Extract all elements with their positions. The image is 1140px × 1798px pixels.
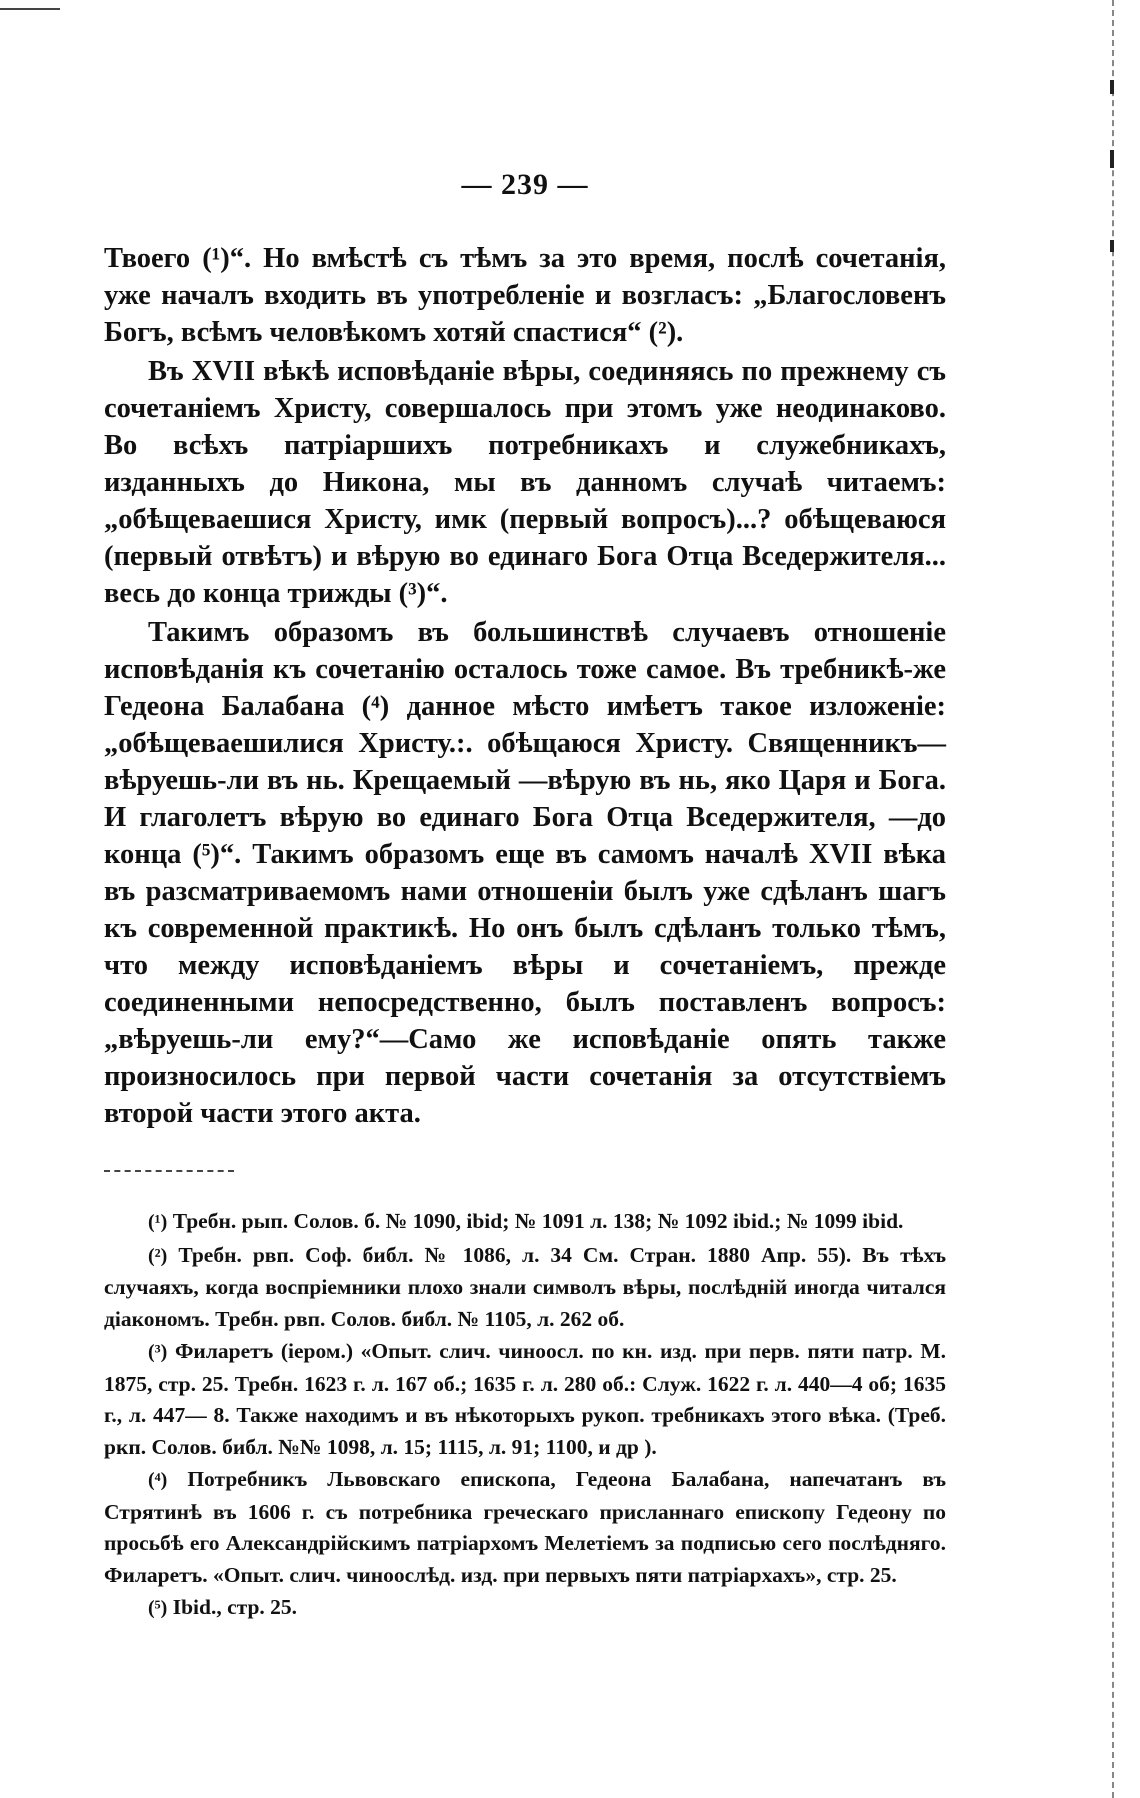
footnote-mark: (¹)	[148, 1211, 168, 1233]
document-page	[104, 168, 946, 1625]
footnote-text: Потребникъ Львовскаго епископа, Гедеона Балабана, напечатанъ въ Стрятинѣ въ 1606 г. съ потребника греческаго присланнаго епископу Гедеону по просьбѣ его Александрійскимъ патріархомъ Мелетіемъ за подписью сего послѣдняго. Филаретъ. «Опыт. слич. чиноослѣд. изд. при первыхъ пяти патріархахъ», стр. 25.	[104, 1467, 946, 1587]
footnote	[104, 1464, 946, 1591]
page-number: — 239 —	[461, 168, 589, 201]
footnote-mark: (³)	[148, 1341, 168, 1363]
footnote-text: Филаретъ (іером.) «Опыт. слич. чиноосл. по кн. изд. при перв. пяти патр. М. 1875, стр. 25. Требн. 1623 г. л. 167 об.; 1635 г. л. 280 об.: Служ. 1622 г. л. 440—4 об; 1635 г., л. 447— 8. Также находимъ и въ нѣкоторыхъ рукоп. требникахъ этого вѣка. (Треб. ркп. Солов. библ. №№ 1098, л. 15; 1115, л. 91; 1100, и др ).	[104, 1339, 946, 1459]
paragraph: Въ XVII вѣкѣ исповѣданіе вѣры, соединяясь по прежнему съ сочетаніемъ Христу, совершалось при этомъ уже неодинаково. Во всѣхъ патріаршихъ потребникахъ и служебникахъ, изданныхъ до Никона, мы въ данномъ случаѣ читаемъ: „обѣщеваешися Христу, имк (первый вопросъ)...? обѣщеваюся (первый отвѣтъ) и вѣрую во единаго Бога Отца Вседержителя... весь до конца трижды (³)“.	[104, 356, 946, 609]
footnote	[104, 1240, 946, 1336]
footnote	[104, 1592, 946, 1625]
footnote-text: Ibid., стр. 25.	[172, 1595, 298, 1619]
main-text	[104, 240, 946, 1132]
scan-edge-mark	[1110, 240, 1114, 252]
footnote-text: Требн. рып. Солов. б. № 1090, ibid; № 1091 л. 138; № 1092 ibid.; № 1099 ibid.	[172, 1209, 904, 1233]
footnotes	[104, 1206, 946, 1625]
footnote-mark: (⁵)	[148, 1597, 168, 1619]
footnote-mark: (⁴)	[148, 1469, 168, 1491]
footnote-text: Требн. рвп. Соф. библ. № 1086, л. 34 См. Стран. 1880 Апр. 55). Въ тѣхъ случаяхъ, когда воспріемники плохо знали символъ вѣры, послѣдній иногда читался діакономъ. Требн. рвп. Солов. библ. № 1105, л. 262 об.	[104, 1242, 947, 1331]
footnote	[104, 1206, 946, 1239]
top-edge-rule	[0, 8, 60, 10]
scan-edge-mark	[1110, 150, 1114, 168]
scan-edge-mark	[1110, 80, 1114, 94]
footnote	[104, 1336, 946, 1463]
paragraph: Такимъ образомъ въ большинствѣ случаевъ отношеніе исповѣданія къ сочетанію осталось тоже самое. Въ требникѣ-же Гедеона Балабана (⁴) данное мѣсто имѣетъ такое изложеніе: „обѣщеваешилися Христу.:. обѣщаюся Христу. Священникъ—вѣруешь-ли въ нь. Крещаемый —вѣрую въ нь, яко Царя и Бога. И глаголетъ вѣрую во единаго Бога Отца Вседержителя, —до конца (⁵)“. Такимъ образомъ еще въ самомъ началѣ XVII вѣка въ разсматриваемомъ нами отношеніи былъ уже сдѣланъ шагъ къ современной практикѣ. Но онъ былъ сдѣланъ только тѣмъ, что между исповѣданіемъ вѣры и сочетаніемъ, прежде соединенными непосредственно, былъ поставленъ вопросъ: „вѣруешь-ли ему?“—Само же исповѣданіе опять также произносилось при первой части сочетанія за отсутствіемъ второй части этого акта.	[104, 617, 946, 1129]
footnote-mark: (²)	[148, 1244, 168, 1267]
scan-edge-line	[1112, 0, 1114, 1798]
footnote-separator	[104, 1170, 234, 1172]
paragraph: Твоего (¹)“. Но вмѣстѣ съ тѣмъ за это время, послѣ сочетанія, уже началъ входить въ употребленіе и возгласъ: „Благословенъ Богъ, всѣмъ человѣкомъ хотяй спастися“ (²).	[104, 243, 946, 348]
